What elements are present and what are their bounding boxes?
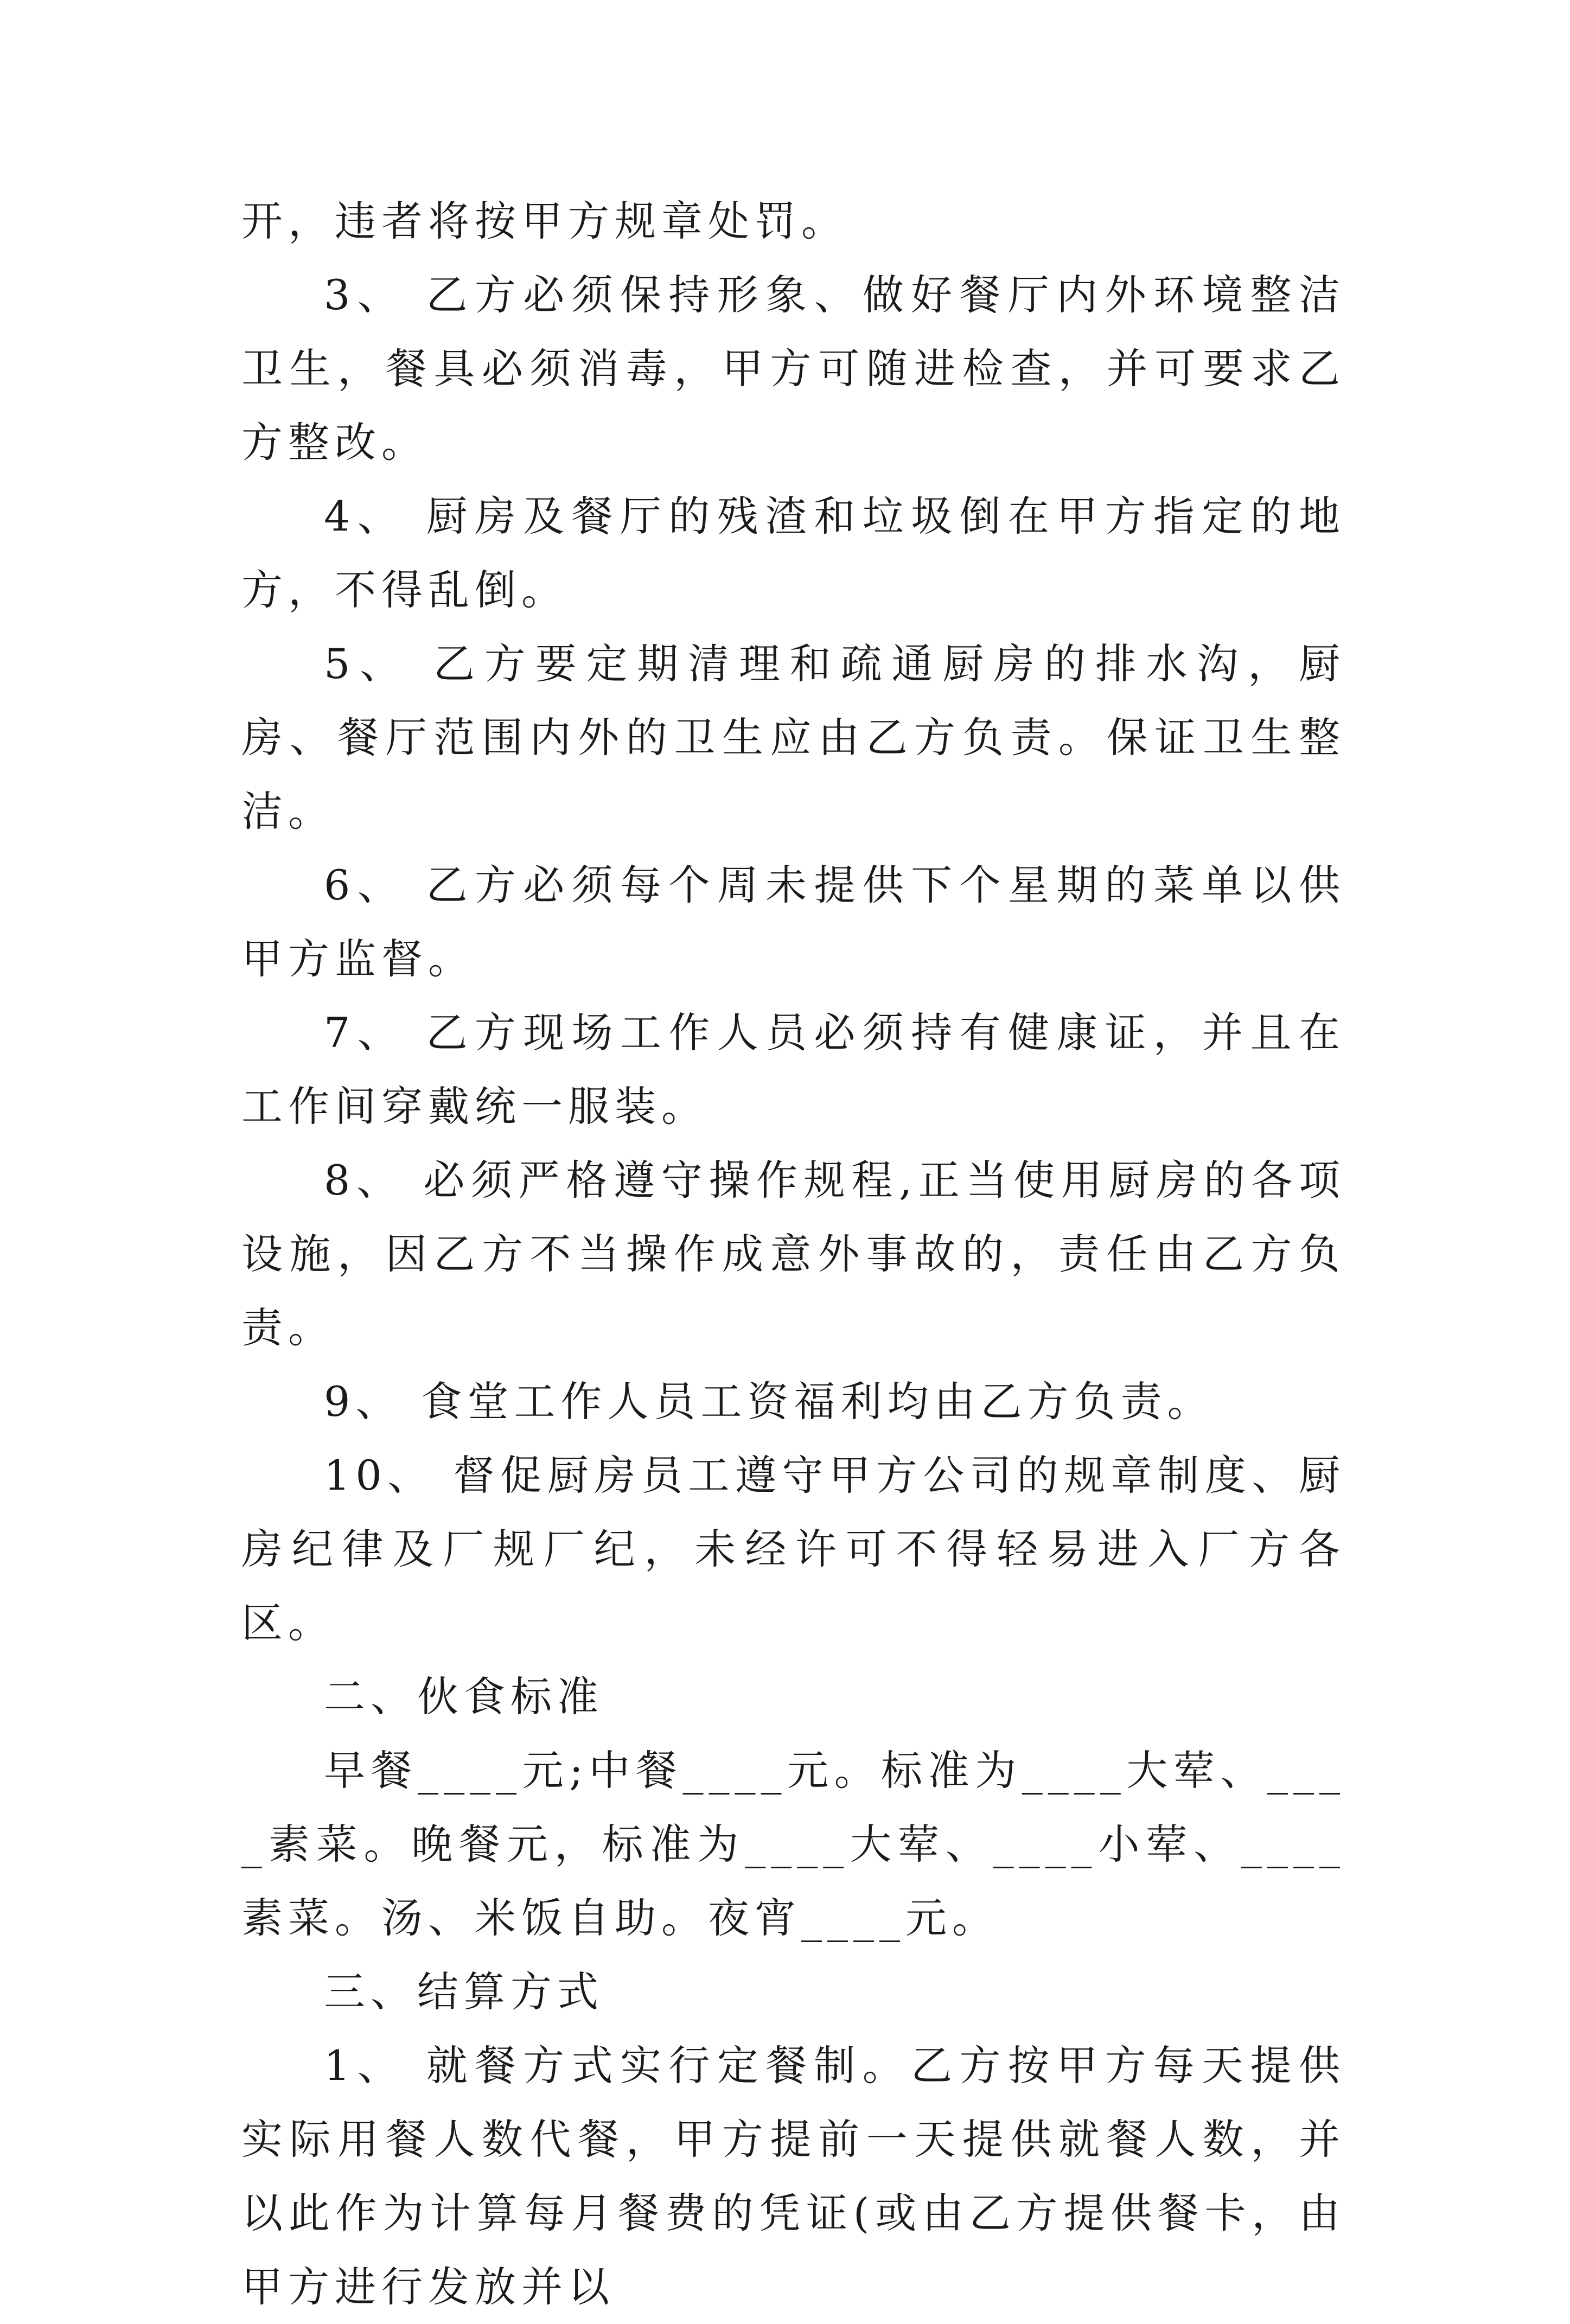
paragraph-item-4: 4、 厨房及餐厅的残渣和垃圾倒在甲方指定的地方，不得乱倒。 — [241, 492, 1345, 614]
paragraph-item-5: 5、 乙方要定期清理和疏通厨房的排水沟，厨房、餐厅范围内外的卫生应由乙方负责。保证卫生整洁。 — [241, 640, 1345, 835]
paragraph-item-3: 3、 乙方必须保持形象、做好餐厅内外环境整洁卫生，餐具必须消毒，甲方可随进检查，并可要求乙方整改。 — [241, 271, 1345, 467]
paragraph-meal-standard: 早餐____元;中餐____元。标准为____大荤、____素菜。晚餐元，标准为____大荤、____小荤、____素菜。汤、米饭自助。夜宵____元。 — [241, 1746, 1345, 1942]
document-body — [241, 184, 1345, 2324]
paragraph-penalty-continuation: 开，违者将按甲方规章处罚。 — [241, 197, 848, 245]
paragraph-item-9: 9、 食堂工作人员工资福利均由乙方负责。 — [324, 1377, 1214, 1426]
section-heading-meal-standard: 二、伙食标准 — [324, 1672, 604, 1721]
paragraph-item-6: 6、 乙方必须每个周未提供下个星期的菜单以供甲方监督。 — [241, 861, 1345, 983]
paragraph-item-8: 8、 必须严格遵守操作规程,正当使用厨房的各项设施，因乙方不当操作成意外事故的，责任由乙方负责。 — [241, 1156, 1345, 1352]
section-heading-settlement: 三、结算方式 — [324, 1968, 604, 2016]
paragraph-item-10: 10、 督促厨房员工遵守甲方公司的规章制度、厨房纪律及厂规厂纪，未经许可不得轻易进入厂方各区。 — [241, 1451, 1345, 1647]
paragraph-settlement-item-1: 1、 就餐方式实行定餐制。乙方按甲方每天提供实际用餐人数代餐，甲方提前一天提供就餐人数，并以此作为计算每月餐费的凭证(或由乙方提供餐卡，由甲方进行发放并以 — [241, 2041, 1345, 2311]
paragraph-item-7: 7、 乙方现场工作人员必须持有健康证，并且在工作间穿戴统一服装。 — [241, 1008, 1345, 1131]
